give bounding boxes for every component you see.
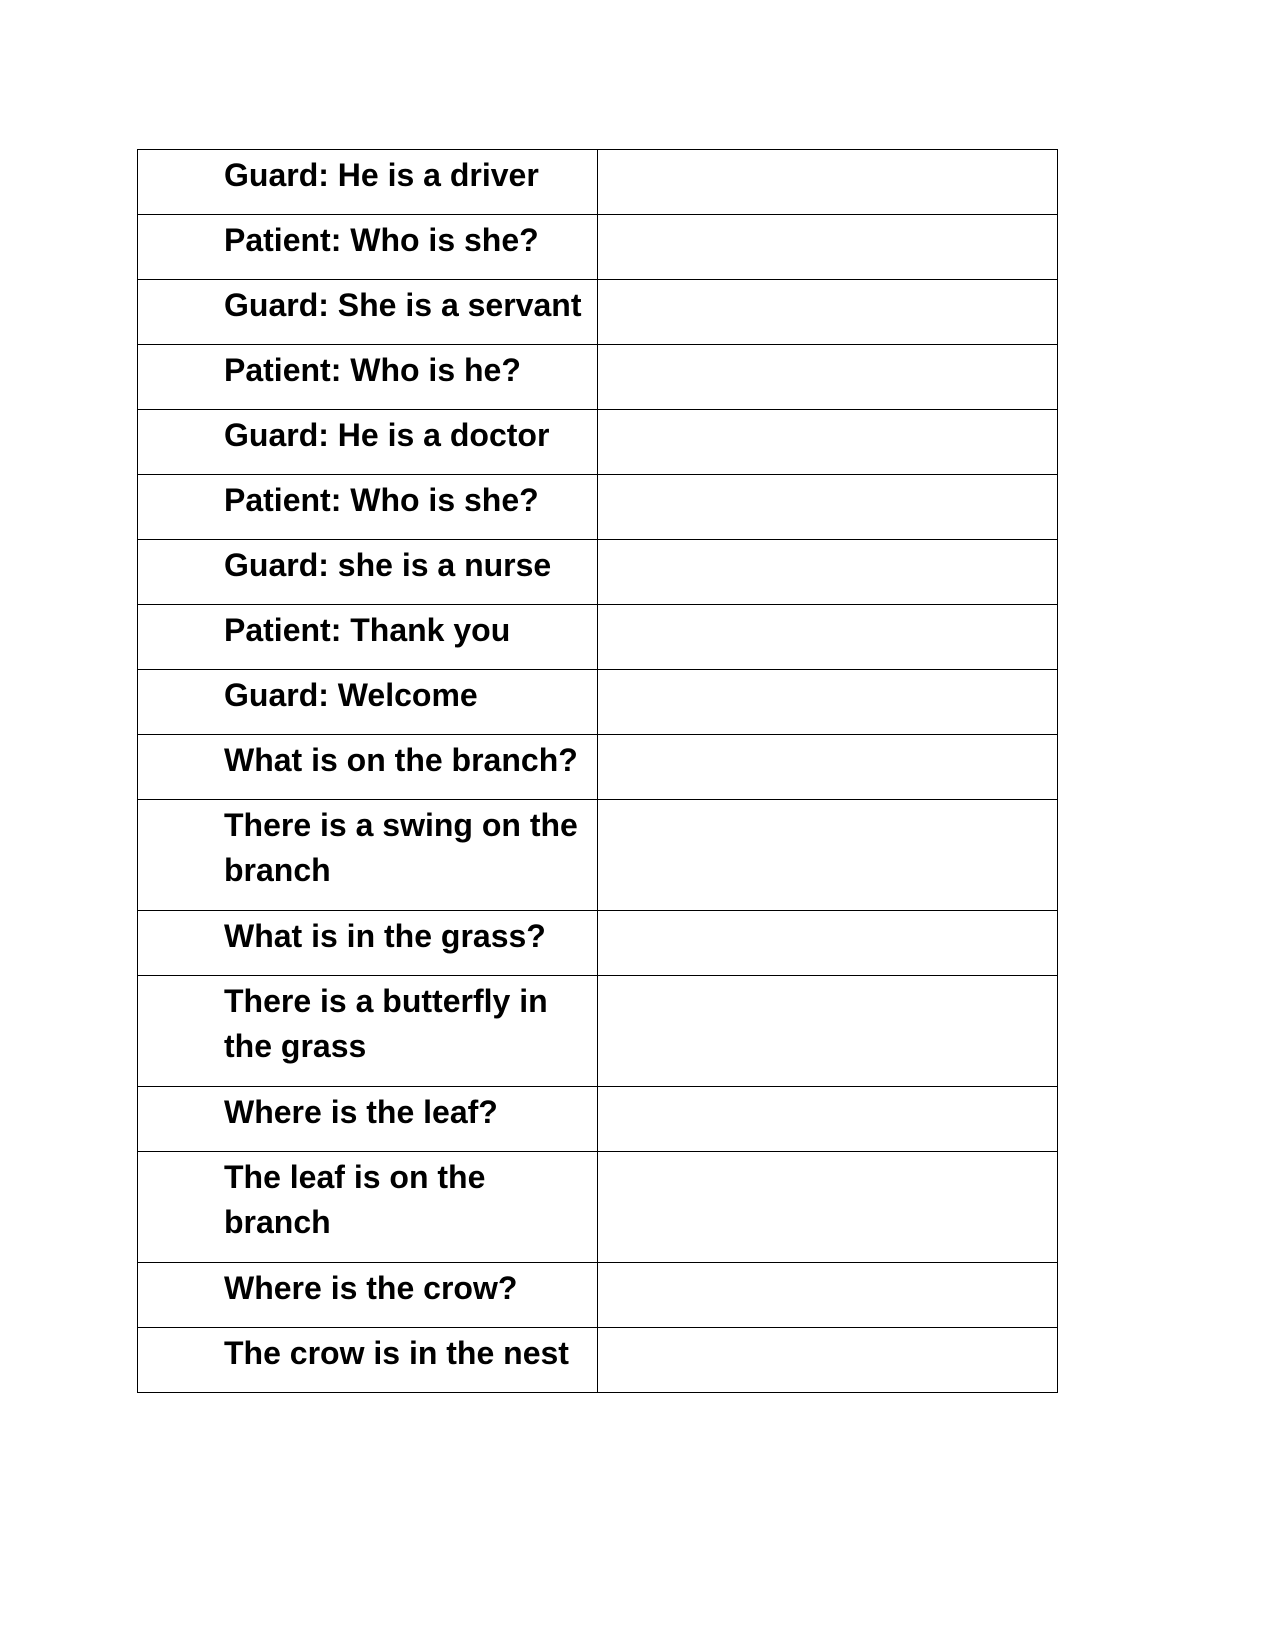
prompt-text: What is in the grass? <box>224 918 546 954</box>
prompt-text: What is on the branch? <box>224 742 578 778</box>
answer-cell <box>598 976 1058 1087</box>
answer-cell <box>598 215 1058 280</box>
prompt-text: Guard: He is a doctor <box>224 417 550 453</box>
table-row <box>138 345 1058 410</box>
prompt-cell <box>138 150 598 215</box>
prompt-text: Guard: she is a nurse <box>224 547 552 583</box>
answer-cell <box>598 150 1058 215</box>
answer-cell <box>598 1152 1058 1263</box>
table-row <box>138 150 1058 215</box>
prompt-text: There is a butterfly in the grass <box>224 983 548 1064</box>
prompt-text: Patient: Thank you <box>224 612 511 648</box>
prompt-text: Guard: Welcome <box>224 677 478 713</box>
prompt-cell <box>138 410 598 475</box>
prompt-cell <box>138 475 598 540</box>
table-row <box>138 976 1058 1087</box>
prompt-cell <box>138 911 598 976</box>
table-row <box>138 800 1058 911</box>
prompt-cell <box>138 735 598 800</box>
answer-cell <box>598 911 1058 976</box>
table-row <box>138 1152 1058 1263</box>
table-row <box>138 911 1058 976</box>
prompt-text: There is a swing on the branch <box>224 807 578 888</box>
prompt-cell <box>138 1087 598 1152</box>
table-row <box>138 540 1058 605</box>
answer-cell <box>598 1328 1058 1393</box>
table-row <box>138 410 1058 475</box>
prompt-text: The crow is in the nest <box>224 1335 569 1371</box>
table-row <box>138 1263 1058 1328</box>
prompt-cell <box>138 800 598 911</box>
prompt-text: Patient: Who is he? <box>224 352 521 388</box>
prompt-text: Guard: He is a driver <box>224 157 539 193</box>
prompt-cell <box>138 670 598 735</box>
prompt-cell <box>138 976 598 1087</box>
table-row <box>138 280 1058 345</box>
prompt-text: Patient: Who is she? <box>224 222 539 258</box>
prompt-text: The leaf is on the branch <box>224 1159 486 1240</box>
answer-cell <box>598 410 1058 475</box>
table-row <box>138 735 1058 800</box>
answer-cell <box>598 800 1058 911</box>
prompt-text: Where is the crow? <box>224 1270 518 1306</box>
table-row <box>138 670 1058 735</box>
prompt-cell <box>138 605 598 670</box>
prompt-cell <box>138 1263 598 1328</box>
prompt-cell <box>138 215 598 280</box>
worksheet-page <box>137 149 1057 1393</box>
table-row <box>138 475 1058 540</box>
prompt-text: Guard: She is a servant <box>224 287 582 323</box>
prompt-cell <box>138 540 598 605</box>
prompt-text: Patient: Who is she? <box>224 482 539 518</box>
prompt-cell <box>138 345 598 410</box>
prompt-cell <box>138 1152 598 1263</box>
answer-cell <box>598 670 1058 735</box>
table-row <box>138 1087 1058 1152</box>
prompt-cell <box>138 280 598 345</box>
prompt-cell <box>138 1328 598 1393</box>
worksheet-table <box>137 149 1058 1393</box>
answer-cell <box>598 1087 1058 1152</box>
answer-cell <box>598 540 1058 605</box>
table-row <box>138 1328 1058 1393</box>
answer-cell <box>598 475 1058 540</box>
table-row <box>138 215 1058 280</box>
table-row <box>138 605 1058 670</box>
answer-cell <box>598 1263 1058 1328</box>
answer-cell <box>598 605 1058 670</box>
prompt-text: Where is the leaf? <box>224 1094 498 1130</box>
answer-cell <box>598 345 1058 410</box>
answer-cell <box>598 280 1058 345</box>
answer-cell <box>598 735 1058 800</box>
